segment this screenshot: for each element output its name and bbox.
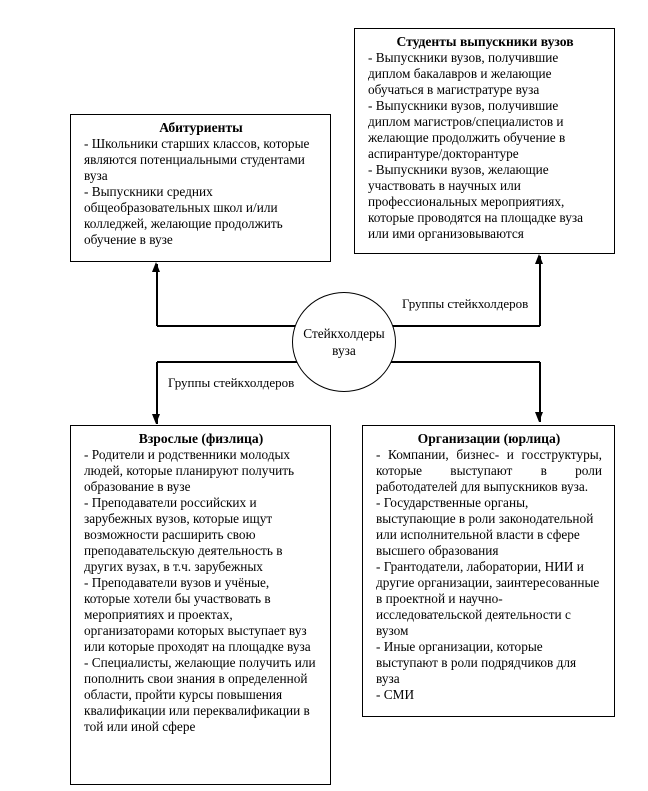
bullet-item: - Преподаватели вузов и учёные, которые хотели бы участвовать в мероприятиях и проектах, организаторами которых выступает вуз или которые проходят на площадке вуза [84, 575, 311, 654]
bullet-item: - Выпускники средних общеобразовательных школ и/или колледжей, желающие продолжить обучение в вузе [84, 184, 283, 247]
bullet-item: - Преподаватели российских и зарубежных вузов, которые ищут возможности расширить свою преподавательскую деятельность в других вузах, в т.ч. зарубежных [84, 495, 283, 574]
box-students [354, 28, 615, 254]
edge-label-stakeholder-groups-bottom: Группы стейкхолдеров [168, 375, 295, 390]
bullet-item: - Родители и родственники молодых людей, которые планируют получить образование в вузе [84, 447, 295, 494]
arrowhead-down-right-icon [535, 412, 543, 422]
arrowhead-up-right-icon [535, 254, 543, 264]
bullet-item: - Выпускники вузов, получившие диплом магистров/специалистов и желающие продолжить обучение в аспирантуре/докторантуре [368, 98, 566, 161]
bullet-item: - Компании, бизнес- и госструктуры, которые выступают в роли работодателей для выпускников вуза. [376, 447, 602, 494]
box-applicants-items [84, 136, 318, 248]
bullet-item: - Школьники старших классов, которые являются потенциальными студентами вуза [84, 136, 310, 183]
stakeholders-circle-label: Стейкхолдеры вуза [303, 326, 385, 358]
box-organizations-title: Организации (юрлица) [417, 431, 561, 446]
bullet-item: - Грантодатели, лаборатории, НИИ и другие организации, заинтересованные в проектной и научно-исследовательской деятельности с вузом [376, 559, 600, 638]
bullet-item: - Выпускники вузов, желающие участвовать в научных или профессиональных мероприятиях, которые проводятся на площадке вуза или ими организовываются [368, 162, 584, 241]
box-applicants-title: Абитуриенты [159, 120, 243, 135]
connector-left-top-vertical [156, 264, 158, 326]
bullet-item: - Иные организации, которые выступают в роли подрядчиков для вуза [376, 639, 577, 686]
stakeholders-circle [292, 292, 396, 392]
bullet-item: - Государственные органы, выступающие в роли законодательной или исполнительной власти в сфере высшего образования [376, 495, 594, 558]
arrowhead-down-left-icon [152, 414, 160, 424]
bullet-item: - СМИ [376, 687, 415, 702]
box-organizations [362, 425, 615, 717]
edge-label-stakeholder-groups-top: Группы стейкхолдеров [402, 296, 529, 311]
box-adults [70, 425, 331, 785]
box-students-items [368, 50, 602, 242]
box-organizations-items [376, 447, 602, 703]
arrowhead-up-left-icon [152, 262, 160, 272]
bullet-item: - Выпускники вузов, получившие диплом бакалавров и желающие обучаться в магистратуре вуза [368, 50, 559, 97]
box-adults-items [84, 447, 318, 735]
box-applicants [70, 114, 331, 262]
connector-right-top-vertical [539, 256, 541, 326]
box-students-title: Студенты выпускники вузов [396, 34, 574, 49]
box-adults-title: Взрослые (физлица) [138, 431, 264, 446]
bullet-item: - Специалисты, желающие получить или пополнить свои знания в определенной области, пройти курсы повышения квалификации или переквалификации в той или иной сфере [84, 655, 316, 734]
